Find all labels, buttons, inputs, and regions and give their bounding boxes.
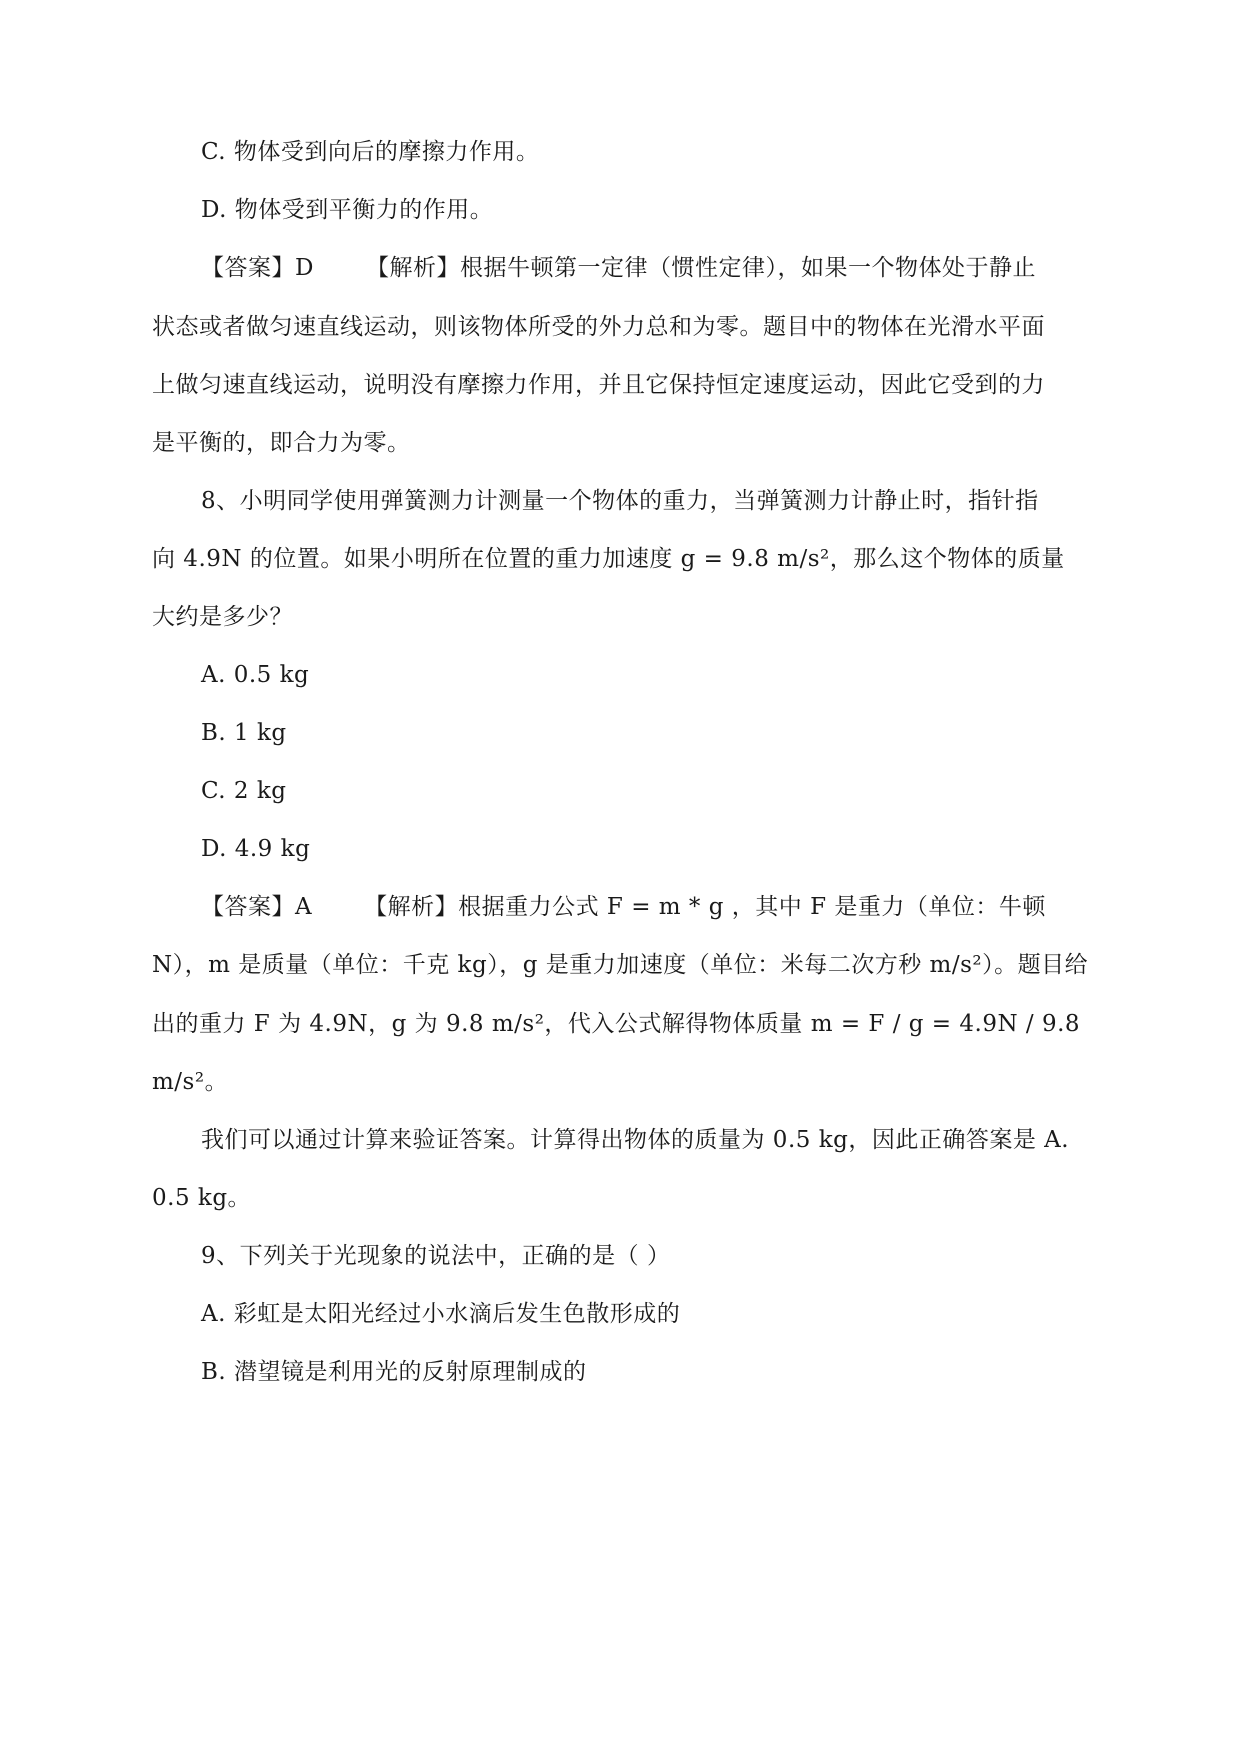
answer-line-q8 bbox=[201, 892, 1046, 922]
option-a-q8: A. 0.5 kg bbox=[201, 662, 310, 688]
question-8-line-3: 大约是多少？ bbox=[152, 604, 293, 630]
answer-q7: 【答案】D bbox=[201, 255, 314, 281]
question-9: 9、下列关于光现象的说法中，正确的是（ ） bbox=[201, 1243, 671, 1269]
option-c-q7: C. 物体受到向后的摩擦力作用。 bbox=[201, 139, 540, 165]
explanation-q8-line-4: m/s²。 bbox=[152, 1069, 229, 1095]
question-8-line-1: 8、小明同学使用弹簧测力计测量一个物体的重力，当弹簧测力计静止时，指针指 bbox=[201, 488, 1039, 514]
option-d-q7: D. 物体受到平衡力的作用。 bbox=[201, 197, 494, 223]
option-a-q9: A. 彩虹是太阳光经过小水滴后发生色散形成的 bbox=[201, 1301, 681, 1327]
answer-line-q7 bbox=[201, 253, 1036, 283]
verification-line-1: 我们可以通过计算来验证答案。计算得出物体的质量为 0.5 kg，因此正确答案是 A. bbox=[201, 1127, 1070, 1153]
option-d-q8: D. 4.9 kg bbox=[201, 836, 311, 862]
answer-q8: 【答案】A bbox=[201, 894, 313, 920]
explanation-q8-line-3: 出的重力 F 为 4.9N，g 为 9.8 m/s²，代入公式解得物体质量 m = F / g = 4.9N / 9.8 bbox=[152, 1011, 1081, 1037]
option-b-q9: B. 潜望镜是利用光的反射原理制成的 bbox=[201, 1359, 587, 1385]
explanation-start-q7: 【解析】根据牛顿第一定律（惯性定律），如果一个物体处于静止 bbox=[365, 255, 1036, 281]
explanation-q7-line-3: 上做匀速直线运动，说明没有摩擦力作用，并且它保持恒定速度运动，因此它受到的力 bbox=[152, 372, 1045, 398]
explanation-q8-line-2: N），m 是质量（单位：千克 kg），g 是重力加速度（单位：米每二次方秒 m/s²）。题目给 bbox=[152, 952, 1089, 978]
verification-line-2: 0.5 kg。 bbox=[152, 1185, 252, 1211]
explanation-q7-line-2: 状态或者做匀速直线运动，则该物体所受的外力总和为零。题目中的物体在光滑水平面 bbox=[152, 314, 1045, 340]
explanation-q7-line-4: 是平衡的，即合力为零。 bbox=[152, 430, 411, 456]
option-b-q8: B. 1 kg bbox=[201, 720, 287, 746]
explanation-start-q8: 【解析】根据重力公式 F = m * g ，其中 F 是重力（单位：牛顿 bbox=[364, 894, 1046, 920]
question-8-line-2: 向 4.9N 的位置。如果小明所在位置的重力加速度 g = 9.8 m/s²，那么这个物体的质量 bbox=[152, 546, 1065, 572]
option-c-q8: C. 2 kg bbox=[201, 778, 287, 804]
